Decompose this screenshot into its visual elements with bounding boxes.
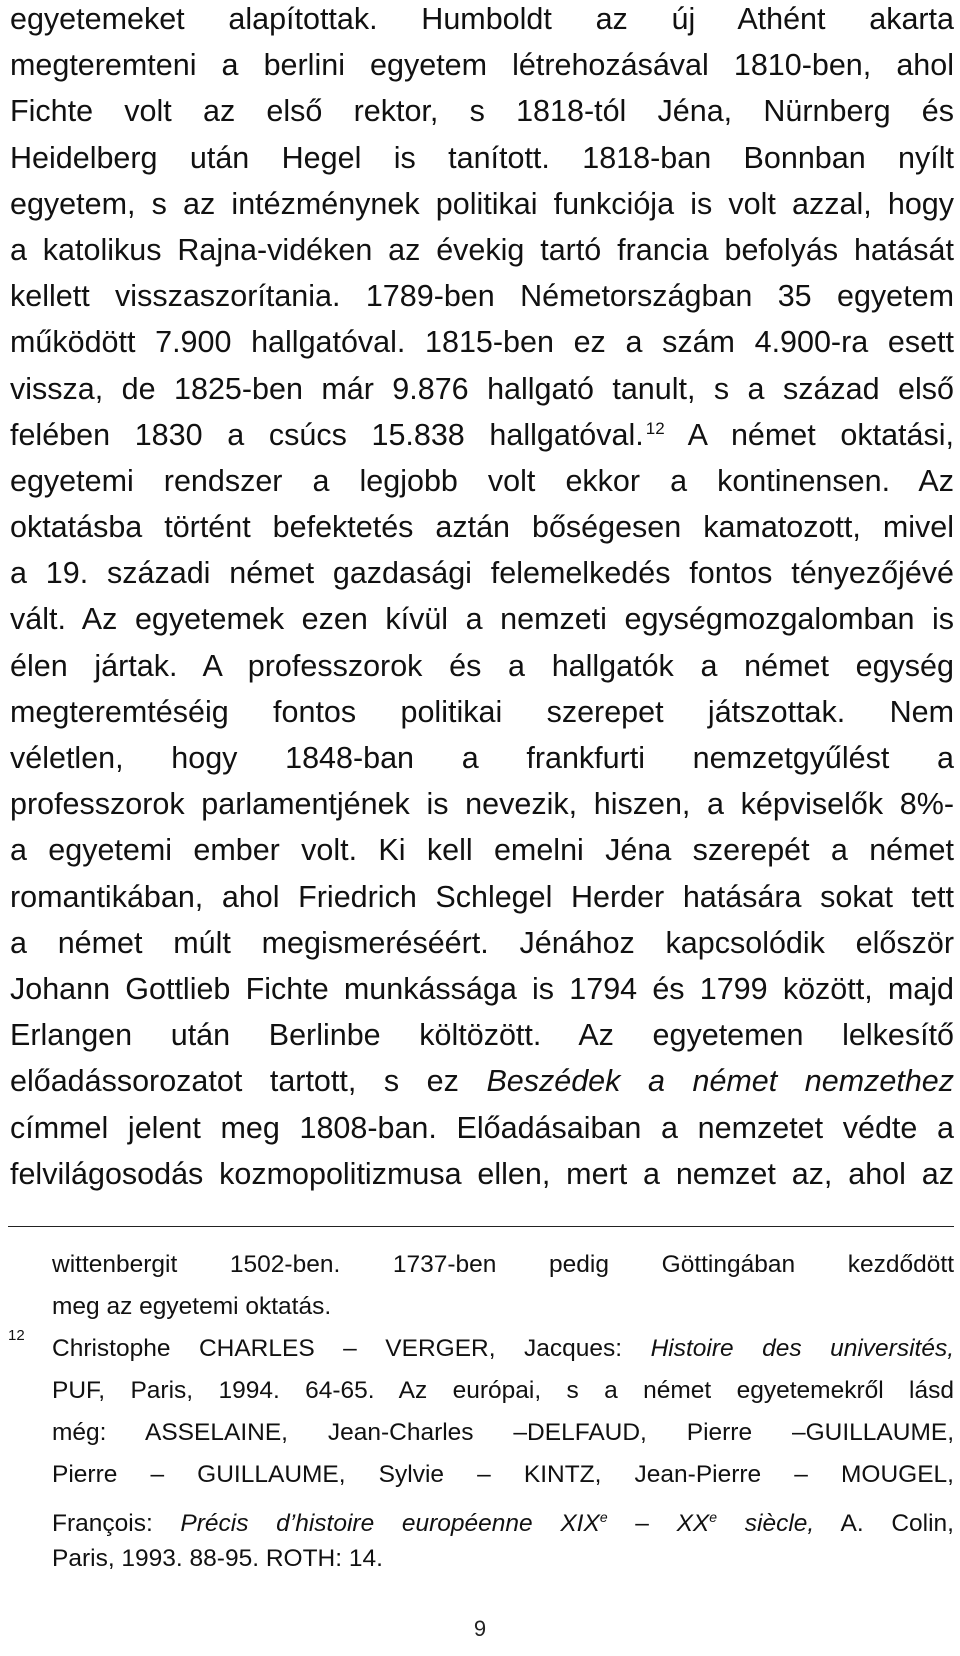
body-line: a katolikus Rajna-vidéken az évekig tartó francia befolyás hatását [10, 232, 954, 267]
body-line: Erlangen után Berlinbe költözött. Az egyetemen lelkesítő [10, 1018, 954, 1053]
body-line: a egyetemi ember volt. Ki kell emelni Jéna szerepét a német [10, 833, 954, 868]
book-title: Beszédek a német nemzethez [486, 1064, 954, 1099]
body-line: megteremteni a berlini egyetem létrehozásával 1810-ben, ahol [10, 48, 954, 83]
body-line: egyetemi rendszer a legjobb volt ekkor a kontinensen. Az [10, 463, 954, 498]
body-line: kellett visszaszorítania. 1789-ben Németországban 35 egyetem [10, 279, 954, 314]
body-line-part: előadássorozatot tartott, s ez [10, 1064, 487, 1099]
body-line: működött 7.900 hallgatóval. 1815-ben ez a szám 4.900-ra esett [10, 325, 954, 360]
body-line: Heidelberg után Hegel is tanított. 1818-ban Bonnban nyílt [10, 140, 954, 175]
footnote-line-part: A. Colin, [814, 1510, 954, 1538]
body-line: véletlen, hogy 1848-ban a frankfurti nemzetgyűlést a [10, 741, 954, 775]
book-title: Histoire des universités, [650, 1335, 954, 1362]
book-title-part: Précis d’histoire européenne XIX [180, 1510, 600, 1538]
footnote-line [52, 1496, 954, 1538]
book-title-part: siècle, [717, 1510, 815, 1538]
body-line: vált. Az egyetemek ezen kívül a nemzeti egységmozgalomban is [10, 602, 954, 637]
footnote-line: Pierre – GUILLAUME, Sylvie – KINTZ, Jean-Pierre – MOUGEL, [52, 1461, 954, 1488]
dash: – [607, 1510, 677, 1538]
superscript: e [599, 1509, 608, 1525]
body-line: vissza, de 1825-ben már 9.876 hallgató tanult, s a század első [10, 371, 954, 406]
footnote-continuation [52, 1244, 954, 1328]
body-line: a 19. századi német gazdasági felemelkedés fontos tényezőjévé [10, 556, 954, 591]
body-line: felvilágosodás kozmopolitizmusa ellen, mert a nemzet az, ahol az [10, 1156, 954, 1191]
body-line: megteremtéséig fontos politikai szerepet játszottak. Nem [10, 694, 954, 729]
book-title [677, 1510, 815, 1537]
footnote-line: PUF, Paris, 1994. 64-65. Az európai, s a német egyetemekről lásd [52, 1377, 954, 1404]
footnote-12 [52, 1328, 954, 1580]
footnote-line [52, 1328, 954, 1370]
body-line: egyetem, s az intézménynek politikai funkciója is volt azzal, hogy [10, 186, 954, 221]
book-title [180, 1510, 607, 1537]
body-line-part: felében 1830 a csúcs 15.838 hallgatóval. [10, 417, 644, 452]
body-line [10, 1058, 954, 1104]
footnote-separator [8, 1226, 954, 1227]
body-line: a német múlt megismeréséért. Jénához kapcsolódik először [10, 925, 954, 960]
page-number: 9 [473, 1616, 487, 1641]
footnote-line: wittenbergit 1502-ben. 1737-ben pedig Göttingában kezdődött [52, 1251, 954, 1278]
body-line: Johann Gottlieb Fichte munkássága is 1794 és 1799 között, majd [10, 971, 954, 1006]
body-text [10, 0, 954, 1197]
body-line: élen jártak. A professzorok és a hallgatók a német egység [10, 648, 954, 683]
body-line: egyetemeket alapítottak. Humboldt az új Athént akarta [10, 2, 954, 36]
body-line [10, 412, 954, 458]
footnote-line-part: Christophe CHARLES – VERGER, Jacques: [52, 1335, 651, 1362]
footnote-ref-12: 12 [645, 418, 665, 438]
body-line: címmel jelent meg 1808-ban. Előadásaiban a nemzetet védte a [10, 1110, 954, 1145]
body-line: Fichte volt az első rektor, s 1818-tól Jéna, Nürnberg és [10, 94, 954, 129]
body-line: romantikában, ahol Friedrich Schlegel Herder hatására sokat tett [10, 879, 954, 914]
footnote-line: Paris, 1993. 88-95. ROTH: 14. [52, 1545, 383, 1572]
footnote-line: meg az egyetemi oktatás. [52, 1293, 332, 1320]
book-title-part: XX [676, 1510, 710, 1538]
footnote-line-part: François: [52, 1510, 181, 1538]
body-line: professzorok parlamentjének is nevezik, hiszen, a képviselők 8%- [10, 787, 954, 822]
superscript: e [709, 1509, 718, 1525]
footnote-number: 12 [8, 1327, 25, 1344]
footnote-line: még: ASSELAINE, Jean-Charles –DELFAUD, Pierre –GUILLAUME, [52, 1419, 954, 1446]
body-line-part: A német oktatási, [664, 417, 954, 452]
body-line: oktatásba történt befektetés aztán bőségesen kamatozott, mivel [10, 510, 954, 545]
